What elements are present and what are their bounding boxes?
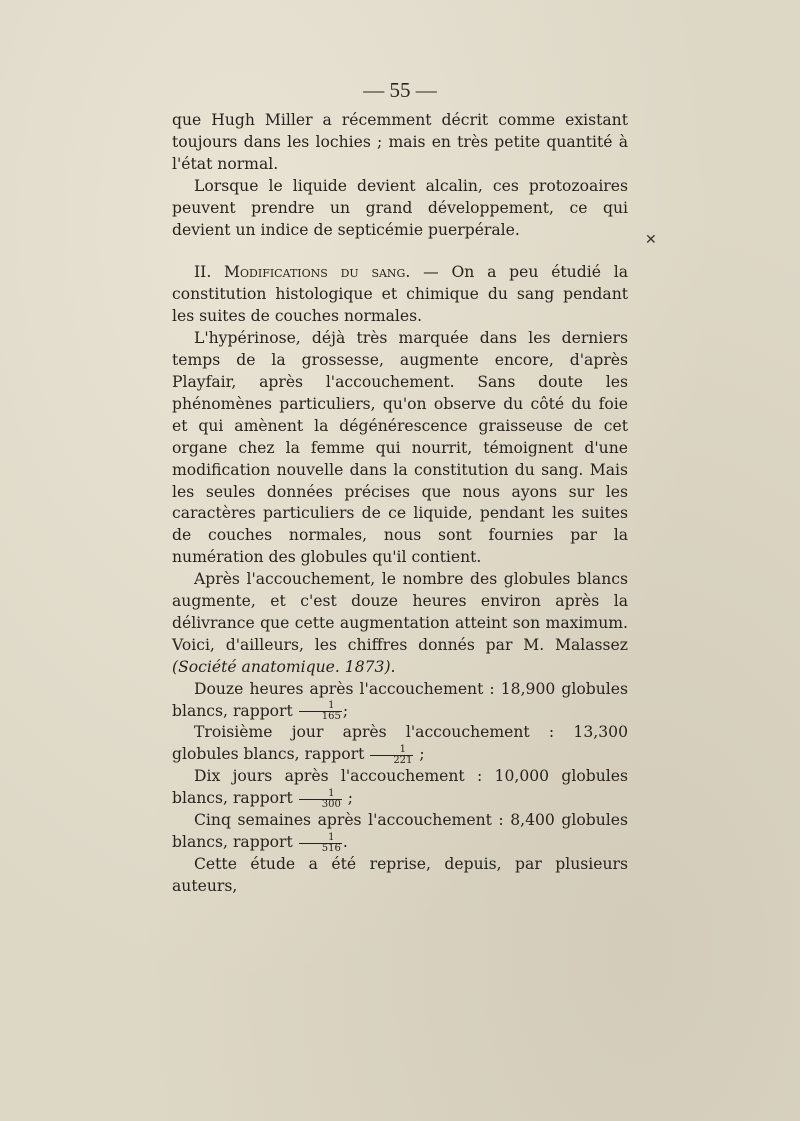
count-3d bbox=[172, 722, 628, 766]
ratio-numerator: 1 bbox=[299, 789, 342, 800]
paragraph-hugh-miller: que Hugh Miller a récemment décrit comme existant toujours dans les lochies ; mais en très petite quantité à l'état normal. bbox=[172, 111, 628, 173]
paragraph-hyperinose: L'hypérinose, déjà très marquée dans les derniers temps de la grossesse, augmente encore, d'après Playfair, après l'accouchement. Sans doute les phénomènes particuliers, qu'on observe du côté du foie et qui amènent la dégénérescence graisseuse de cet organe chez la femme qui nourrit, témoignent d'une modification nouvelle dans la constitution du sang. Mais les seules données précises que nous ayons sur les caractères particuliers de ce liquide, pendant les suites de couches normales, nous sont fournies par la numération des globules qu'il contient. bbox=[172, 329, 628, 567]
ratio-fraction bbox=[299, 789, 342, 810]
margin-pencil-mark: ✕ bbox=[645, 232, 657, 248]
paragraph-globules-blancs bbox=[172, 569, 628, 679]
count-10d bbox=[172, 766, 628, 810]
body-text bbox=[172, 110, 628, 895]
ratio-numerator: 1 bbox=[299, 701, 342, 712]
ratio-numerator: 1 bbox=[370, 745, 413, 756]
paragraph-alkaline: Lorsque le liquide devient alcalin, ces protozoaires peuvent prendre un grand développement, ce qui devient un indice de septicémie puerpérale. bbox=[172, 176, 628, 239]
paragraph-section-sang bbox=[172, 262, 628, 328]
count-3d-text: Troisième jour après l'accouchement : 13,300 globules blancs, rapport bbox=[172, 723, 628, 764]
ratio-denominator: 516 bbox=[321, 842, 341, 854]
ratio-denominator: 165 bbox=[321, 711, 341, 723]
ratio-fraction bbox=[370, 745, 413, 766]
section-heading: II. Modifications du sang. bbox=[194, 263, 411, 282]
ratio-denominator: 300 bbox=[321, 798, 341, 810]
source-citation: (Société anatomique. 1873). bbox=[172, 657, 396, 676]
ratio-fraction bbox=[299, 833, 342, 854]
count-3d-end: ; bbox=[414, 745, 425, 764]
count-10d-end: ; bbox=[342, 789, 354, 808]
page-number: — 55 — bbox=[363, 78, 437, 102]
count-10d-text: Dix jours après l'accouchement : 10,000 globules blancs, rapport bbox=[172, 767, 628, 808]
count-5w bbox=[172, 810, 628, 854]
count-12h bbox=[172, 679, 628, 723]
count-12h-text: Douze heures après l'accouchement : 18,900 globules blancs, rapport bbox=[172, 679, 628, 720]
ratio-numerator: 1 bbox=[299, 833, 342, 844]
paragraph-globules-text: Après l'accouchement, le nombre des globules blancs augmente, et c'est douze heures environ après la délivrance que cette augmentation atteint son maximum. Voici, d'ailleurs, les chiffres donnés par M. Malassez bbox=[172, 570, 628, 654]
section-heading-text: — On a peu étudié la constitution histologique et chimique du sang pendant les suites de couches normales. bbox=[172, 263, 628, 326]
count-5w-text: Cinq semaines après l'accouchement : 8,400 globules blancs, rapport bbox=[172, 811, 628, 851]
count-5w-end: . bbox=[342, 833, 348, 851]
count-12h-end: ; bbox=[342, 701, 349, 720]
paragraph-continuation: Cette étude a été reprise, depuis, par plusieurs auteurs, bbox=[172, 854, 628, 895]
ratio-denominator: 221 bbox=[393, 754, 413, 766]
ratio-fraction bbox=[299, 701, 342, 722]
